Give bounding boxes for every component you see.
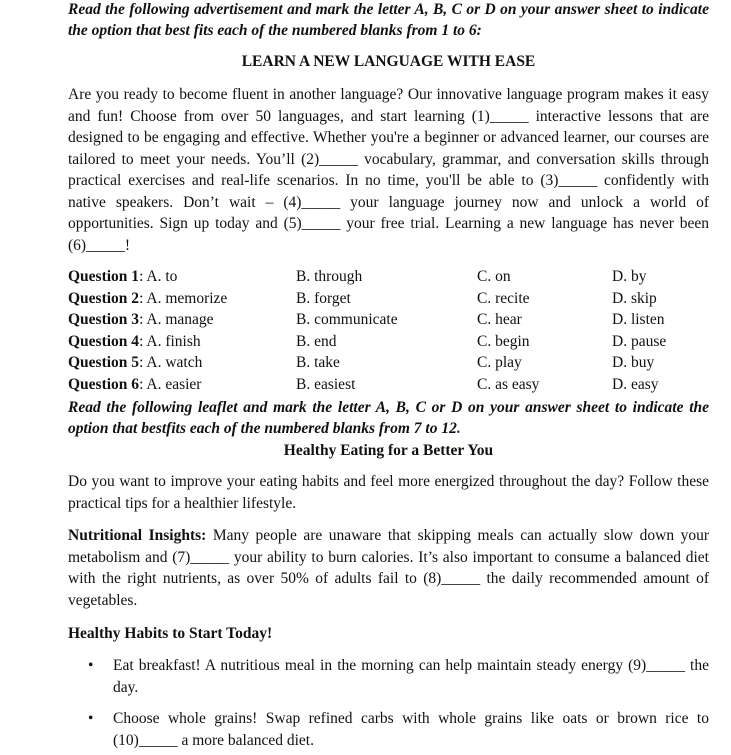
question-row [68,374,709,396]
question-label: Question 4 [68,332,140,350]
instruction-ad: Read the following advertisement and mark the letter A, B, C or D on your answer sheet to indicate the option that best fits each of the numbered blanks from 1 to 6: [68,1,709,39]
option-d: D. listen [612,311,665,328]
ad-paragraph: Are you ready to become fluent in another language? Our innovative language program makes it easy and fun! Choose from over 50 languages, and start learning (1)_____ interactive lessons that are designed to be engaging and effective. Whether you're a beginner or advanced learner, our courses are tailored to meet your needs. You’ll (2)_____ vocabulary, grammar, and conversation skills through practical exercises and real-life scenarios. In no time, you'll be able to (3)_____ confidently with native speakers. Don’t wait – (4)_____ your language journey now and unlock a world of opportunities. Sign up today and (5)_____ your free trial. Learning a new language has never been (6)_____! [68,86,709,254]
question-label: Question 1 [68,268,140,285]
list-item [68,655,709,698]
question-table [68,266,709,395]
instruction-leaflet-period: . [456,420,461,437]
option-a: : A. easier [139,375,202,393]
list-item-text: Eat breakfast! A nutritious meal in the morning can help maintain steady energy (9)_____ the day. [113,657,709,696]
question-row [68,309,709,331]
option-d: D. easy [612,375,659,393]
option-b: B. communicate [296,311,398,328]
option-a: : A. watch [139,354,203,371]
nutritional-insights [68,525,709,611]
list-item [68,708,709,751]
option-c: C. as easy [477,375,540,393]
option-a: : A. manage [139,311,214,328]
option-b: B. take [296,354,340,371]
insights-label: Nutritional Insights: [68,527,207,544]
option-a: : A. to [139,268,178,285]
option-c: C. recite [477,289,530,307]
question-row [68,352,709,374]
habits-list [68,655,709,751]
question-row [68,288,709,310]
option-a: : A. memorize [139,289,228,307]
question-row [68,266,709,288]
question-label: Question 6 [68,375,140,393]
ad-title: LEARN A NEW LANGUAGE WITH EASE [241,53,536,70]
habits-heading: Healthy Habits to Start Today! [68,625,273,642]
option-d: D. skip [612,289,657,307]
option-c: C. begin [477,332,530,350]
option-b: B. end [296,332,337,350]
instruction-leaflet-text: Read the following leaflet and mark the letter A, B, C or D on your answer sheet to indicate the option that bestfits each of the numbered blanks from 7 to 12 [68,399,709,437]
option-b: B. easiest [296,375,356,393]
question-label: Question 5 [68,354,140,371]
option-a: : A. finish [139,332,201,350]
option-c: C. hear [477,311,522,328]
bullet-icon: • [88,710,94,727]
question-label: Question 2 [68,289,140,307]
option-d: D. by [612,268,647,285]
list-item-text: Choose whole grains! Swap refined carbs with whole grains like oats or brown rice to (10)_____ a more balanced diet. [113,710,709,749]
question-row [68,331,709,353]
instruction-leaflet [68,397,709,439]
leaflet-title: Healthy Eating for a Better You [283,442,494,459]
question-label: Question 3 [68,311,140,328]
option-b: B. forget [296,289,351,307]
insights-text: Many people are unaware that skipping meals can actually slow down your metabolism and (7)_____ your ability to burn calories. It’s also important to consume a balanced diet with the right nutrients, as over 50% of adults fail to (8)_____ the daily recommended amount of vegetables. [68,527,710,609]
option-c: C. on [477,268,511,285]
option-c: C. play [477,354,522,371]
bullet-icon: • [88,657,94,674]
leaflet-intro: Do you want to improve your eating habits and feel more energized throughout the day? Follow these practical tips for a healthier lifestyle. [68,473,709,512]
option-b: B. through [296,268,363,285]
option-d: D. buy [612,354,655,371]
option-d: D. pause [612,332,667,350]
